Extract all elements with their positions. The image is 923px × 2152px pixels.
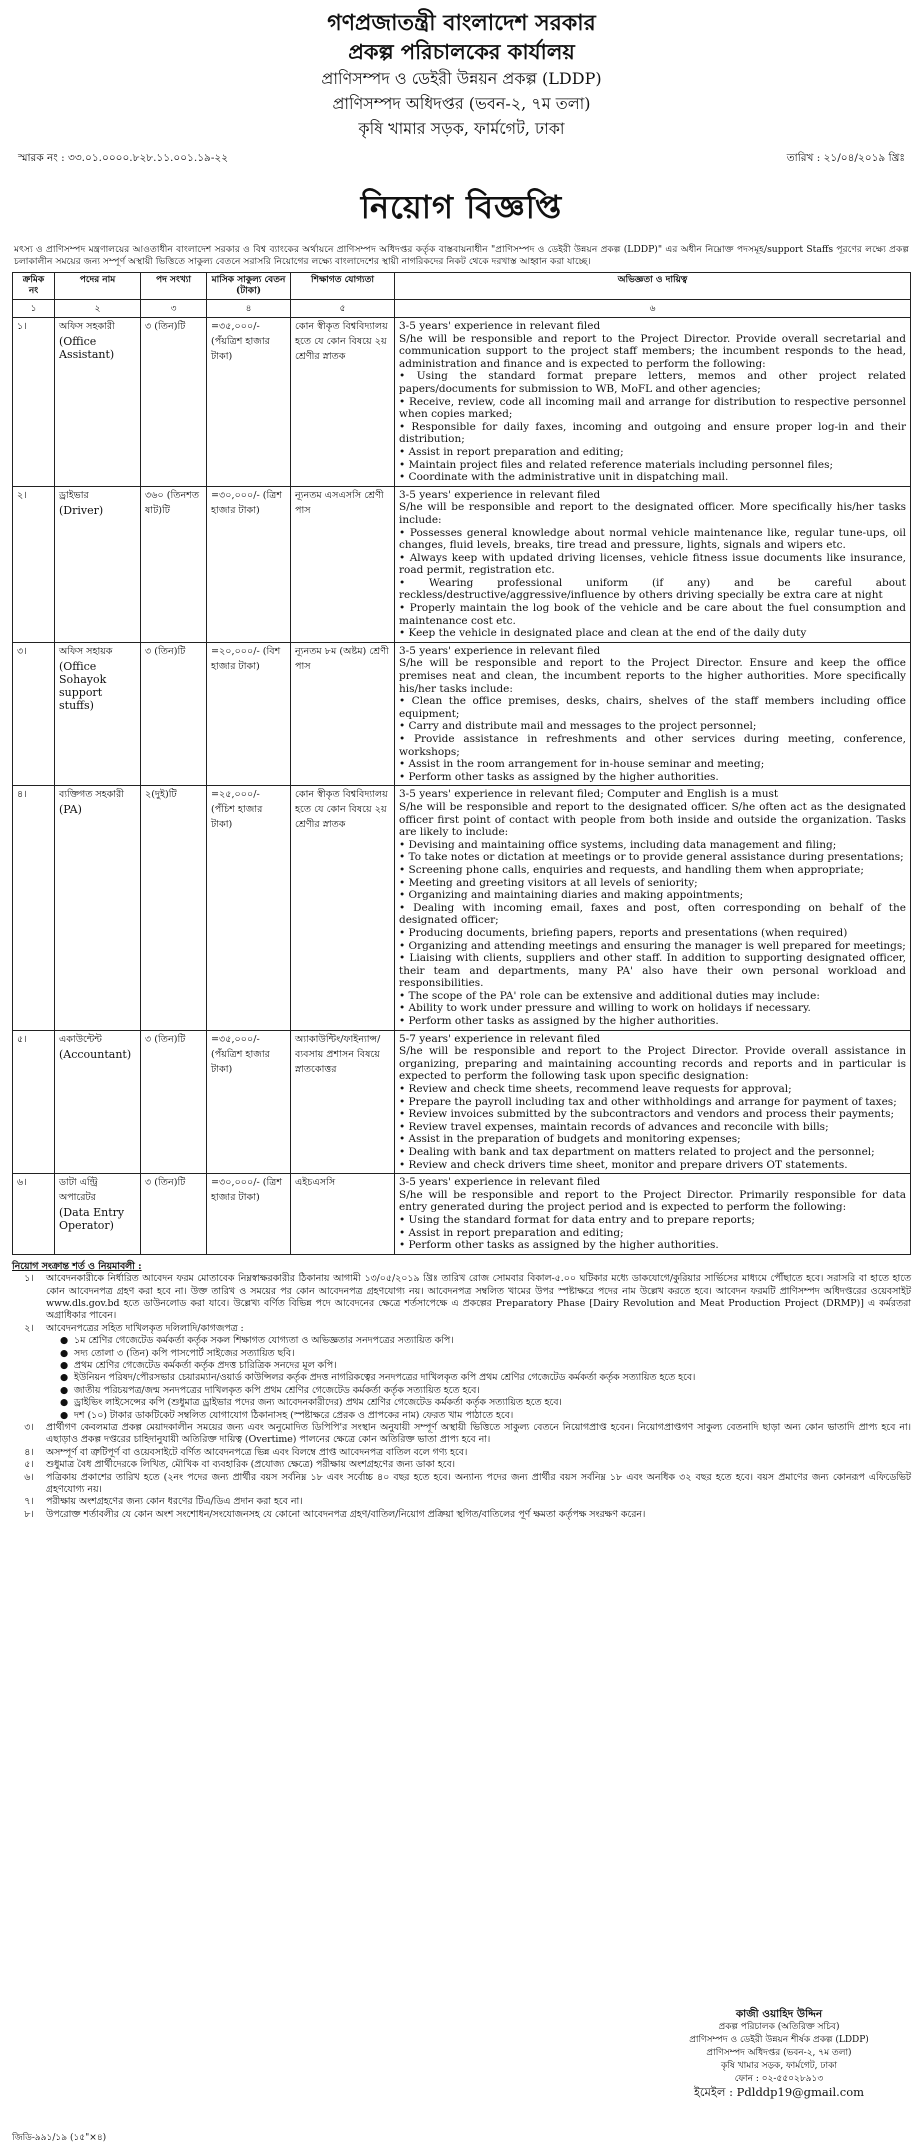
column-number-row bbox=[13, 300, 911, 318]
row-serial bbox=[13, 642, 55, 786]
post-count: ৩ (তিন)টি bbox=[145, 321, 186, 332]
document-text: ড্রাইভিং লাইসেন্সের কপি (শুধুমাত্র ড্রাইভার পদের জন্য আবেদনকারীদের) প্রথম শ্রেণির গেজেটেড কর্মকর্তা কর্তৃক সত্যায়িত হতে হবে। bbox=[74, 1397, 562, 1409]
experience-requirement: 5-7 years' experience in relevant filed bbox=[399, 1032, 601, 1045]
salary: =৩০,০০০/- (ত্রিশ হাজার টাকা) bbox=[211, 489, 283, 516]
document-text: ১ম শ্রেণির গেজেটেড কর্মকর্তা কর্তৃক সকল শিক্ষাগত যোগ্যতা ও অভিজ্ঞতার সনদপত্রের সত্যায়িত কপি। bbox=[74, 1335, 454, 1347]
duty-item: • Prepare the payroll including tax and other withholdings and arrange for payment of taxes; bbox=[399, 1095, 897, 1108]
term-text: প্রার্থীগণ কেবলমাত্র প্রকল্প মেয়াদকালীন সময়ের জন্য এবং অনুমোদিত ডিপিপি'র সংস্থান অনুযায়ী সম্পূর্ণ অস্থায়ী ভিত্তিতে সাকুল্য বেতনে নিয়োগপ্রাপ্ত হবেন। নিয়োগপ্রাপ্তগণ সাকুল্য বেতনাদি ছাড়া অন্য কোন ভাতাদি প্রাপ্য হবে না। এছাড়াও প্রকল্প দপ্তরের চাহিদানুযায়ী অতিরিক্ত দায়িত্ব (Overtime) পালনের ক্ষেত্রে কোন অতিরিক্ত ভাতা প্রাপ্য হবে না। bbox=[46, 1422, 911, 1446]
duty-item: • Properly maintain the log book of the vehicle and be care about the fuel consumption and maintenance cost etc. bbox=[399, 602, 906, 627]
serial-number: ৫। bbox=[17, 1033, 27, 1045]
duty-item: • Clean the office premises, desks, chairs, shelves of the staff members including office equipment; bbox=[399, 695, 906, 720]
col-header-education: শিক্ষাগত যোগ্যতা bbox=[291, 273, 395, 300]
term-item bbox=[12, 1472, 911, 1497]
salary-cell bbox=[207, 786, 291, 1030]
post-name-cell bbox=[55, 486, 141, 642]
documents-list bbox=[12, 1335, 911, 1422]
term-number: ৩। bbox=[24, 1422, 34, 1434]
col-number: ৩ bbox=[141, 300, 207, 318]
duty-item: • Perform other tasks as assigned by the higher authorities. bbox=[399, 1239, 719, 1252]
duty-item: • Review travel expenses, maintain records of advances and reconcile with bills; bbox=[399, 1120, 829, 1133]
govt-title: গণপ্রজাতন্ত্রী বাংলাদেশ সরকার bbox=[327, 10, 596, 36]
duty-item: • Wearing professional uniform (if any) and be careful about reckless/destructive/aggressive/influence by others driving specially be extra care at night bbox=[399, 576, 906, 602]
post-count-cell bbox=[141, 786, 207, 1030]
term-text: অসম্পূর্ণ বা ত্রুটিপূর্ণ বা ওয়েবসাইটে বর্ণিত আবেদনপত্রে ভিন্ন এবং বিলম্বে প্রাপ্ত আবেদনপত্র বাতিল বলে গণ্য হবে। bbox=[46, 1446, 468, 1458]
term-item bbox=[12, 1447, 911, 1459]
duty-item: • Keep the vehicle in designated place and clean at the end of the daily duty bbox=[399, 627, 807, 640]
department-address: প্রাণিসম্পদ অধিদপ্তর (ভবন-২, ৭ম তলা) bbox=[332, 94, 591, 113]
post-name-bangla: ড্রাইভার bbox=[59, 489, 89, 501]
bullet-icon: ● bbox=[60, 1409, 69, 1421]
duty-item: • The scope of the PA' role can be extensive and additional duties may include: bbox=[399, 989, 820, 1002]
education-requirement: এইচএসসি bbox=[295, 1177, 336, 1189]
signature-block bbox=[659, 2008, 899, 2099]
table-header-row bbox=[13, 273, 911, 300]
term-text: আবেদনপত্রের সহিত দাখিলকৃত দলিলাদি/কাগজপত্র : bbox=[46, 1322, 244, 1334]
education-cell bbox=[291, 318, 395, 487]
project-name: প্রাণিসম্পদ ও ডেইরী উন্নয়ন প্রকল্প (LDDP) bbox=[321, 69, 602, 88]
signatory-address: কৃষি খামার সড়ক, ফার্মগেট, ঢাকা bbox=[721, 2061, 837, 2071]
duty-item: S/he will be responsible and report to the Project Director. Primarily responsible for data entry generated during the project period and is expected to perform the following: bbox=[399, 1188, 906, 1214]
post-name-bangla: ব্যক্তিগত সহকারী bbox=[59, 789, 124, 801]
duty-item: • Review invoices submitted by the subcontractors and vendors and process their payments; bbox=[399, 1108, 894, 1121]
document-item bbox=[12, 1385, 911, 1397]
education-requirement: ন্যূনতম ৮ম (অষ্টম) শ্রেণী পাস bbox=[295, 645, 389, 672]
gd-number: জিডি-৯৯১/১৯ (১৫"×৪) bbox=[12, 2133, 107, 2143]
post-count-cell bbox=[141, 642, 207, 786]
col-header-post: পদের নাম bbox=[55, 273, 141, 300]
memo-number: স্মারক নং : ৩৩.০১.০০০০.৮২৮.১১.০০১.১৯-২২ bbox=[18, 152, 229, 164]
salary-cell bbox=[207, 1174, 291, 1255]
document-item bbox=[12, 1335, 911, 1347]
post-name-cell bbox=[55, 1174, 141, 1255]
duty-item: • Producing documents, briefing papers, reports and presentations (when required) bbox=[399, 926, 848, 939]
terms-list-continued bbox=[12, 1422, 911, 1521]
post-count: ৩ (তিন)টি bbox=[145, 645, 186, 657]
experience-requirement: 3-5 years' experience in relevant filed bbox=[399, 488, 601, 501]
term-item bbox=[12, 1422, 911, 1447]
term-text: উপরোক্ত শর্তাবলীর যে কোন অংশ সংশোধন/সংযোজনসহ যে কোনো আবেদনপত্র গ্রহণ/বাতিল/নিয়োগ প্রক্রিয়া স্থগিত/বাতিলের পূর্ণ ক্ষমতা কর্তৃপক্ষ সংরক্ষণ করেন। bbox=[46, 1508, 646, 1520]
duty-item: • Ability to work under pressure and willing to work on holidays if necessary. bbox=[399, 1002, 811, 1015]
office-title: প্রকল্প পরিচালকের কার্যালয় bbox=[348, 39, 575, 64]
education-requirement: অ্যাকাউন্টিং/ফাইন্যান্স/ব্যবসায় প্রশাসন বিষয়ে স্নাতকোত্তর bbox=[295, 1033, 381, 1075]
memo-date: তারিখ : ২১/০৪/২০১৯ খ্রিঃ bbox=[786, 152, 905, 164]
duty-item: S/he will be responsible and report to the designated officer. More specifically his/her tasks include: bbox=[399, 501, 906, 526]
term-item bbox=[12, 1323, 911, 1335]
signatory-phone: ফোন : ০২-৫৫০২৮৯১৩ bbox=[734, 2074, 824, 2084]
salary: =২৫,০০০/- (পঁচিশ হাজার টাকা) bbox=[211, 789, 263, 831]
education-requirement: কোন স্বীকৃত বিশ্ববিদ্যালয় হতে যে কোন বিষয়ে ২য় শ্রেণীর স্নাতক bbox=[295, 321, 388, 362]
serial-number: ৩। bbox=[17, 645, 27, 657]
bullet-icon: ● bbox=[60, 1397, 69, 1409]
signatory-email: ইমেইল : Pdlddp19@gmail.com bbox=[693, 2085, 865, 2099]
experience-requirement: 3-5 years' experience in relevant filed bbox=[399, 1176, 601, 1189]
duty-item: • Carry and distribute mail and messages to the project personnel; bbox=[399, 720, 757, 733]
post-name-english: (Office Assistant) bbox=[59, 335, 115, 361]
document-text: প্রথম শ্রেণির গেজেটেড কর্মকর্তা কর্তৃক প্রদত্ত চারিত্রিক সনদের মূল কপি। bbox=[74, 1360, 337, 1371]
term-number: ১। bbox=[24, 1273, 34, 1285]
post-name-bangla: অফিস সহকারী bbox=[59, 321, 115, 332]
table-row bbox=[13, 318, 911, 487]
term-number: ৮। bbox=[24, 1508, 34, 1520]
term-number: ৭। bbox=[24, 1496, 34, 1508]
experience-duties-cell bbox=[395, 318, 911, 487]
col-header-experience: অভিজ্ঞতা ও দায়িত্ব bbox=[395, 273, 911, 300]
document-text: সদ্য তোলা ৩ (তিন) কপি পাসপোর্ট সাইজের সত্যায়িত ছবি। bbox=[74, 1347, 295, 1359]
posts-table bbox=[12, 272, 911, 1255]
col-number: ১ bbox=[13, 300, 55, 318]
street-address: কৃষি খামার সড়ক, ফার্মগেট, ঢাকা bbox=[358, 119, 565, 138]
duty-item: • Perform other tasks as assigned by the higher authorities. bbox=[399, 1015, 719, 1028]
term-number: ২। bbox=[24, 1322, 34, 1334]
salary: =৩৫,০০০/- (পঁয়ত্রিশ হাজার টাকা) bbox=[211, 321, 270, 362]
post-count: ৩ (তিন)টি bbox=[145, 1177, 186, 1189]
post-name-bangla: ডাটা এন্ট্রি অপারেটর bbox=[59, 1177, 98, 1204]
education-cell bbox=[291, 1174, 395, 1255]
duty-item: • Using the standard format for data entry and to prepare reports; bbox=[399, 1213, 755, 1226]
post-name-english: (Office Sohayok support stuffs) bbox=[59, 659, 107, 712]
term-item bbox=[12, 1509, 911, 1521]
duty-item: • Assist in the preparation of budgets and monitoring expenses; bbox=[399, 1133, 741, 1146]
duty-item: • Provide assistance in refreshments and other services during meeting, conference, workshops; bbox=[399, 733, 906, 758]
duty-item: • To take notes or dictation at meetings or to provide general assistance during presentations; bbox=[399, 851, 904, 864]
salary-cell bbox=[207, 642, 291, 786]
document-item bbox=[12, 1410, 911, 1422]
bullet-icon: ● bbox=[60, 1347, 69, 1359]
post-count-cell bbox=[141, 318, 207, 487]
duty-item: • Responsible for daily faxes, incoming and outgoing and ensure proper log-in and their distribution; bbox=[399, 420, 906, 446]
document-text: জাতীয় পরিচয়পত্র/জন্ম সনদপত্রের দাখিলকৃত কপি প্রথম শ্রেণির গেজেটেড কর্মকর্তা কর্তৃক সত্যায়িত হতে হবে। bbox=[74, 1384, 480, 1396]
experience-duties-cell bbox=[395, 486, 911, 642]
post-count: ৩৬০ (তিনশত ষাট)টি bbox=[145, 489, 200, 516]
education-cell bbox=[291, 786, 395, 1030]
serial-number: ৬। bbox=[17, 1177, 27, 1189]
post-count: ২(দুই)টি bbox=[145, 789, 177, 801]
terms-heading: নিয়োগ সংক্রান্ত শর্ত ও নিয়মাবলী : bbox=[12, 1260, 142, 1272]
salary-cell bbox=[207, 318, 291, 487]
experience-duties-cell bbox=[395, 1030, 911, 1174]
duty-item: • Dealing with bank and tax department on matters related to project and the personnel; bbox=[399, 1146, 875, 1158]
salary-cell bbox=[207, 486, 291, 642]
duty-item: • Assist in report preparation and editing; bbox=[399, 445, 624, 458]
duty-item: • Always keep with updated driving licenses, vehicle fitness issue documents like insurance, road permit, registration etc. bbox=[399, 551, 906, 577]
signatory-name: কাজী ওয়াহিদ উদ্দিন bbox=[735, 2008, 823, 2020]
document-text: দশ (১০) টাকার ডাকটিকেট সম্বলিত যোগাযোগ ঠিকানাসহ (স্পষ্টাক্ষরে প্রেরক ও প্রাপকের নাম) ফেরত খাম পাঠাতে হবে। bbox=[74, 1409, 514, 1421]
duty-item: S/he will be responsible and report to the Project Director. Ensure and keep the office premises neat and clean, the incumbent reports to the higher authorities. More specifically his/her tasks include: bbox=[399, 657, 906, 695]
experience-requirement: 3-5 years' experience in relevant filed bbox=[399, 644, 601, 657]
row-serial bbox=[13, 1030, 55, 1174]
term-item bbox=[12, 1496, 911, 1508]
signatory-office: প্রাণিসম্পদ অধিদপ্তর (ভবন-২, ৭ম তলা) bbox=[706, 2048, 852, 2058]
bullet-icon: ● bbox=[60, 1372, 69, 1384]
document-item bbox=[12, 1397, 911, 1409]
table-row bbox=[13, 486, 911, 642]
bullet-icon: ● bbox=[60, 1360, 69, 1371]
table-row bbox=[13, 642, 911, 786]
table-row bbox=[13, 1030, 911, 1174]
terms-section bbox=[12, 1261, 911, 1522]
duty-item: • Possesses general knowledge about normal vehicle maintenance like, regular tune-ups, oil changes, fluid levels, breaks, tire tread and pressure, lights, signals and wipers etc. bbox=[399, 526, 906, 552]
post-count: ৩ (তিন)টি bbox=[145, 1033, 186, 1045]
experience-requirement: 3-5 years' experience in relevant filed bbox=[399, 320, 601, 332]
col-header-count: পদ সংখ্যা bbox=[141, 273, 207, 300]
duty-item: • Organizing and maintaining diaries and making appointments; bbox=[399, 889, 744, 902]
terms-list bbox=[12, 1273, 911, 1335]
experience-duties-cell bbox=[395, 1174, 911, 1255]
document-item bbox=[12, 1348, 911, 1360]
post-name-bangla: অফিস সহায়ক bbox=[59, 645, 113, 657]
signatory-project: প্রাণিসম্পদ ও ডেইরী উন্নয়ন শীর্ষক প্রকল্প (LDDP) bbox=[689, 2035, 869, 2045]
col-number: ২ bbox=[55, 300, 141, 318]
duty-item: • Review and check time sheets, recommend leave requests for approval; bbox=[399, 1083, 792, 1096]
duty-item: • Perform other tasks as assigned by the higher authorities. bbox=[399, 770, 719, 783]
experience-duties-cell bbox=[395, 642, 911, 786]
col-number: ৪ bbox=[207, 300, 291, 318]
duty-item: • Assist in report preparation and editing; bbox=[399, 1226, 624, 1239]
table-body bbox=[13, 318, 911, 1255]
education-requirement: কোন স্বীকৃত বিশ্ববিদ্যালয় হতে যে কোন বিষয়ে ২য় শ্রেণীর স্নাতক bbox=[295, 789, 388, 831]
duty-item: • Meeting and greeting visitors at all levels of seniority; bbox=[399, 876, 698, 889]
memo-line bbox=[12, 151, 911, 168]
duty-item: • Devising and maintaining office systems, including data management and filing; bbox=[399, 838, 837, 851]
col-header-salary: মাসিক সাকুল্য বেতন (টাকা) bbox=[207, 273, 291, 300]
signatory-designation: প্রকল্প পরিচালক (অতিরিক্ত সচিব) bbox=[718, 2022, 840, 2032]
duty-item: • Using the standard format prepare letters, memos and other project related papers/documents for submission to WB, MoFL and other agencies; bbox=[399, 370, 906, 395]
experience-duties-cell bbox=[395, 786, 911, 1030]
education-cell bbox=[291, 486, 395, 642]
post-name-cell bbox=[55, 642, 141, 786]
duty-item: • Organizing and attending meetings and ensuring the manager is well prepared for meetings; bbox=[399, 939, 906, 952]
education-requirement: ন্যূনতম এসএসসি শ্রেণী পাস bbox=[295, 489, 384, 516]
duty-item: • Assist in the room arrangement for in-house seminar and meeting; bbox=[399, 758, 765, 771]
post-name-cell bbox=[55, 318, 141, 487]
post-name-english: (Accountant) bbox=[59, 1047, 132, 1061]
serial-number: ২। bbox=[17, 489, 27, 501]
post-name-bangla: একাউন্টেন্ট bbox=[59, 1033, 102, 1045]
post-name-english: (Data Entry Operator) bbox=[59, 1206, 125, 1233]
duty-item: S/he will be responsible and report to the designated officer. S/he often act as the designated officer first point of contact with people from both inside and outside the organization. Tasks are likely to include: bbox=[399, 800, 906, 839]
post-count-cell bbox=[141, 1174, 207, 1255]
col-number: ৫ bbox=[291, 300, 395, 318]
header bbox=[12, 8, 911, 141]
duty-item: • Review and check drivers time sheet, monitor and prepare drivers OT statements. bbox=[399, 1158, 848, 1171]
document-item bbox=[12, 1372, 911, 1384]
term-number: ৫। bbox=[24, 1459, 34, 1471]
education-cell bbox=[291, 1030, 395, 1174]
salary: =৩০,০০০/- (ত্রিশ হাজার টাকা) bbox=[211, 1177, 283, 1204]
post-name-cell bbox=[55, 1030, 141, 1174]
term-item bbox=[12, 1273, 911, 1323]
intro-paragraph: মৎস্য ও প্রাণিসম্পদ মন্ত্রণালয়ের আওতাধীন বাংলাদেশ সরকার ও বিশ্ব ব্যাংকের অর্থায়নে প্রাণিসম্পদ অধিদপ্তর কর্তৃক বাস্তবায়নাধীন "প্রাণিসম্পদ ও ডেইরী উন্নয়ন প্রকল্প (LDDP)" এর অধীন নিম্নোক্ত পদসমূহ/support Staffs পূরণের লক্ষ্যে প্রকল্প চলাকালীন সময়ের জন্য সম্পূর্ণ অস্থায়ী ভিত্তিতে সাকুল্য বেতনে সরাসরি নিয়োগের লক্ষ্যে বাংলাদেশের স্থায়ী নাগরিকদের নিকট থেকে দরখাস্ত আহ্বান করা যাচ্ছে। bbox=[14, 244, 909, 267]
salary-cell bbox=[207, 1030, 291, 1174]
term-text: আবেদনকারীকে নির্ধারিত আবেদন ফরম মোতাবেক নিম্নস্বাক্ষরকারীর ঠিকানায় আগামী ১৩/০৫/২০১৯ খ্রিঃ তারিখ রোজ সোমবার বিকাল-৫.০০ ঘটিকার মধ্যে ডাকযোগে/কুরিয়ার সার্ভিসের মাধ্যমে পৌঁছাতে হবে। সরাসরি বা হাতে হাতে কোন আবেদনপত্র গ্রহণ করা হবে না। উক্ত তারিখ ও সময়ের পর কোন আবেদনপত্র গ্রহণযোগ্য নয়। আবেদনপত্র সম্বলিত খামের উপর স্পষ্টাক্ষরে পদের নাম উল্লেখ করতে হবে। আবেদন ফরমটি প্রাণিসম্পদ অধিদপ্তরের ওয়েবসাইট www.dls.gov.bd হতে ডাউনলোড করা যাবে। উল্লেখ্য বর্ণিত বিভিন্ন পদে আবেদনের ক্ষেত্রে শর্তসাপেক্ষে এ প্রকল্পের Preparatory Phase [Dairy Revolution and Meat Production Project (DRMP)] এ কর্মরতরা অগ্রাধিকার পাবেন। bbox=[46, 1273, 911, 1322]
page-title: নিয়োগ বিজ্ঞপ্তি bbox=[360, 188, 563, 226]
table-row bbox=[13, 786, 911, 1030]
row-serial bbox=[13, 318, 55, 487]
duty-item: • Maintain project files and related reference materials including personnel files; bbox=[399, 458, 834, 471]
duty-item: • Dealing with incoming email, faxes and post, often corresponding on behalf of the designated officer; bbox=[399, 901, 906, 927]
post-count-cell bbox=[141, 486, 207, 642]
term-number: ৪। bbox=[24, 1446, 34, 1458]
post-count-cell bbox=[141, 1030, 207, 1174]
serial-number: ১। bbox=[17, 321, 27, 332]
post-name-english: (PA) bbox=[59, 803, 82, 817]
duty-item: • Receive, review, code all incoming mail and arrange for distribution to respective personnel when copies marked; bbox=[399, 395, 906, 421]
duty-item: • Coordinate with the administrative unit in dispatching mail. bbox=[399, 471, 729, 484]
salary: =৩৫,০০০/- (পঁয়ত্রিশ হাজার টাকা) bbox=[211, 1033, 270, 1075]
term-number: ৬। bbox=[24, 1471, 34, 1483]
duty-item: S/he will be responsible and report to the Project Director. Provide overall assistance in organizing, preparing and maintaining accounting records and reports and in particular is expected to perform the following task upon specific designation: bbox=[399, 1045, 906, 1083]
term-item bbox=[12, 1459, 911, 1471]
row-serial bbox=[13, 486, 55, 642]
post-name-english: (Driver) bbox=[59, 503, 104, 517]
duty-item: • Screening phone calls, enquiries and requests, and handling them when appropriate; bbox=[399, 863, 864, 876]
bullet-icon: ● bbox=[60, 1335, 69, 1347]
experience-requirement: 3-5 years' experience in relevant filed; Computer and English is a must bbox=[399, 788, 779, 801]
table-row bbox=[13, 1174, 911, 1255]
bullet-icon: ● bbox=[60, 1384, 69, 1396]
education-cell bbox=[291, 642, 395, 786]
post-name-cell bbox=[55, 786, 141, 1030]
row-serial bbox=[13, 1174, 55, 1255]
duty-item: • Liaising with clients, suppliers and other staff. In addition to supporting designated officer, their team and departments, many PA' also have their own personal workload and responsibilities. bbox=[399, 952, 906, 990]
row-serial bbox=[13, 786, 55, 1030]
term-text: শুধুমাত্র বৈধ প্রার্থীদেরকে লিখিত, মৌখিক বা ব্যবহারিক (প্রযোজ্য ক্ষেত্রে) পরীক্ষায় অংশগ্রহণের জন্য ডাকা হবে। bbox=[46, 1459, 456, 1471]
term-text: পরীক্ষায় অংশগ্রহণের জন্য কোন ধরণের টিএ/ডিএ প্রদান করা হবে না। bbox=[46, 1496, 303, 1508]
col-number: ৬ bbox=[395, 300, 911, 318]
document-item bbox=[12, 1360, 911, 1372]
document-text: ইউনিয়ন পরিষদ/পৌরসভার চেয়ারম্যান/ওয়ার্ড কাউন্সিলর কর্তৃক প্রদত্ত নাগরিকত্বের সনদপত্রের দাখিলকৃত কপি প্রথম শ্রেণির গেজেটেড কর্মকর্তা কর্তৃক সত্যায়িত হতে হবে। bbox=[74, 1372, 696, 1384]
col-header-sl: ক্রমিক নং bbox=[13, 273, 55, 300]
duty-item: S/he will be responsible and report to the Project Director. Provide overall secretarial and communication support to the project staff members; the incumbent responds to the head, administration and finance and is expected to perform the following: bbox=[399, 332, 906, 370]
salary: =২০,০০০/- (বিশ হাজার টাকা) bbox=[211, 645, 281, 672]
serial-number: ৪। bbox=[17, 789, 27, 801]
term-text: পত্রিকায় প্রকাশের তারিখ হতে (২নং পদের জন্য প্রার্থীর বয়স সর্বনিম্ন ১৮ এবং সর্বোচ্চ ৪০ বছর হতে হবে। অন্যান্য পদের জন্য প্রার্থীর বয়স সর্বনিম্ন ১৮ এবং অনধিক ৩২ বছর হতে হবে। বয়স প্রমাণের জন্য কোনরূপ এফিডেভিট গ্রহণযোগ্য নয়। bbox=[46, 1471, 911, 1496]
